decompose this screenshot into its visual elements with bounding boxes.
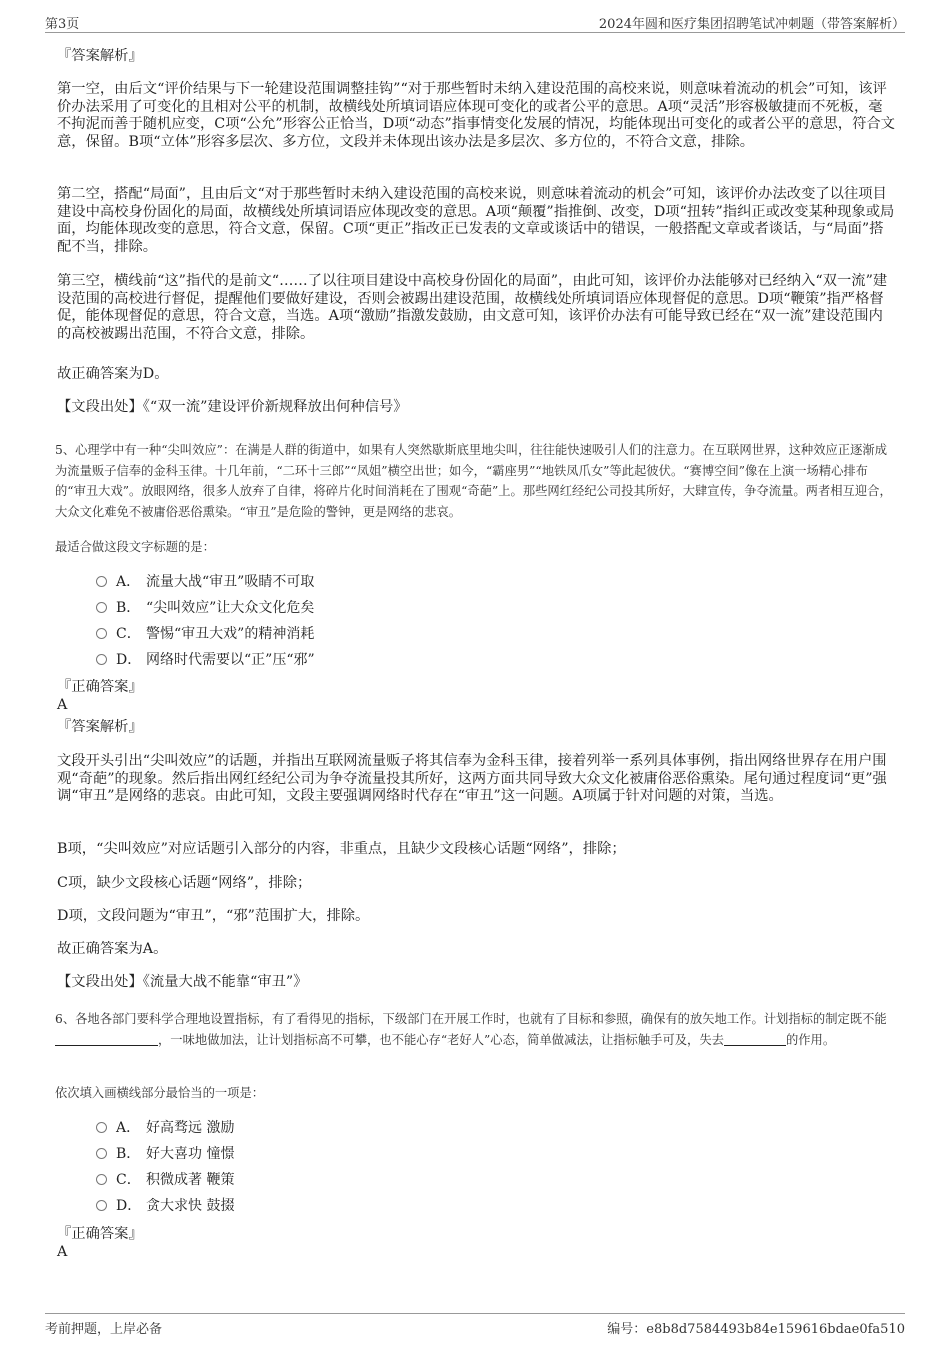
q6-option-b[interactable]: B． 好大喜功 憧憬 bbox=[96, 1145, 234, 1163]
q5-explanation-para3: C项，缺少文段核心话题“网络”，排除； bbox=[57, 875, 312, 891]
q5-option-b[interactable]: B． “尖叫效应”让大众文化危矣 bbox=[96, 599, 314, 617]
q5-explanation-label: 『答案解析』 bbox=[57, 719, 143, 735]
radio-icon[interactable] bbox=[96, 576, 107, 587]
option-text: “尖叫效应”让大众文化危矣 bbox=[146, 600, 315, 616]
radio-icon[interactable] bbox=[96, 1200, 107, 1211]
option-text: 好大喜功 憧憬 bbox=[146, 1146, 235, 1162]
q6-prompt: 依次填入画横线部分最恰当的一项是： bbox=[55, 1086, 265, 1100]
radio-icon[interactable] bbox=[96, 1122, 107, 1133]
fill-blank-2[interactable] bbox=[724, 1033, 786, 1046]
q6-stem: 6、各地各部门要科学合理地设置指标，有了看得见的指标，下级部门在开展工作时，也就有了目标和参照，确保有的放矢地工作。计划指标的制定既不能，一味地做加法，让计划指标高不可攀，也不能心存“老好人”心态，简单做减法，让指标触手可及，失去 的作用。 bbox=[55, 1012, 887, 1047]
page-header bbox=[45, 10, 905, 33]
radio-icon[interactable] bbox=[96, 654, 107, 665]
q4-explanation-para2: 第二空，搭配“局面”，且由后文“对于那些暂时未纳入建设范围的高校来说，则意味着流动的机会”可知，该评价办法改变了以往项目建设中高校身份固化的局面，故横线处所填词语应体现改变的意思。A项“颠覆”指推倒、改变，D项“扭转”指纠正或改变某种现象或局面，均能体现改变的意思，符合文意，保留。C项“更正”指改正已发表的文章或谈话中的错误，一般搭配文章或者谈话，与“局面”搭配不当，排除。 bbox=[57, 186, 895, 255]
option-text: 流量大战“审丑”吸睛不可取 bbox=[146, 574, 315, 590]
option-text: 贪大求快 鼓掇 bbox=[146, 1198, 235, 1214]
radio-icon[interactable] bbox=[96, 628, 107, 639]
q5-option-c[interactable]: C． 警惕“审丑大戏”的精神消耗 bbox=[96, 625, 314, 643]
footer-serial: 编号：e8b8d7584493b84e159616bdae0fa510 bbox=[607, 1322, 905, 1337]
q5-explanation-para2: B项，“尖叫效应”对应话题引入部分的内容，非重点，且缺少文段核心话题“网络”，排除； bbox=[57, 841, 626, 857]
q6-option-d[interactable]: D． 贪大求快 鼓掇 bbox=[96, 1197, 234, 1215]
radio-icon[interactable] bbox=[96, 1174, 107, 1185]
q6-option-c[interactable]: C． 积微成著 鞭策 bbox=[96, 1171, 234, 1189]
option-text: 好高骛远 激励 bbox=[146, 1120, 235, 1136]
q5-conclusion: 故正确答案为A。 bbox=[57, 941, 168, 957]
q5-prompt: 最适合做这段文字标题的是： bbox=[55, 540, 215, 554]
q6-answer: A bbox=[57, 1244, 68, 1260]
q4-conclusion: 故正确答案为D。 bbox=[57, 366, 169, 382]
q5-answer-label: 『正确答案』 bbox=[57, 679, 143, 695]
q4-explanation-label: 『答案解析』 bbox=[57, 48, 143, 64]
q4-explanation-para1: 第一空，由后文“评价结果与下一轮建设范围调整挂钩”“对于那些暂时未纳入建设范围的高校来说，则意味着流动的机会”可知，该评价办法采用了可变化的且相对公平的机制，故横线处所填词语应体现可变化的或者公平的意思。A项“灵活”形容极敏捷而不死板，毫不拘泥而善于随机应变，C项“公允”形容公正恰当，D项“动态”指事情变化发展的情况，均能体现出可变化的或者公平的意思，符合文意，保留。B项“立体”形容多层次、多方位，文段并未体现出该办法是多层次、多方位的，不符合文意，排除。 bbox=[57, 81, 895, 150]
q6-option-a[interactable]: A． 好高骛远 激励 bbox=[96, 1119, 234, 1137]
radio-icon[interactable] bbox=[96, 602, 107, 613]
q5-explanation-para4: D项，文段问题为“审丑”，“邪”范围扩大，排除。 bbox=[57, 908, 370, 924]
option-text: 积微成著 鞭策 bbox=[146, 1172, 235, 1188]
q5-option-d[interactable]: D． 网络时代需要以“正”压“邪” bbox=[96, 651, 315, 669]
q4-source: 【文段出处】《“双一流”建设评价新规释放出何种信号》 bbox=[57, 399, 408, 415]
q5-source: 【文段出处】《流量大战不能靠“审丑”》 bbox=[57, 974, 308, 990]
page-footer bbox=[45, 1313, 905, 1338]
document-title: 2024年圆和医疗集团招聘笔试冲刺题（带答案解析） bbox=[598, 17, 905, 32]
fill-blank-1[interactable] bbox=[55, 1033, 158, 1046]
q5-answer: A bbox=[57, 697, 68, 713]
option-text: 警惕“审丑大戏”的精神消耗 bbox=[146, 626, 315, 642]
page-number: 第3页 bbox=[45, 17, 80, 32]
q4-explanation-para3: 第三空，横线前“这”指代的是前文“……了以往项目建设中高校身份固化的局面”，由此可知，该评价办法能够对已经纳入“双一流”建设范围的高校进行督促，提醒他们要做好建设，否则会被踢出建设范围，故横线处所填词语应体现督促的意思。D项“鞭策”指严格督促，能体现督促的意思，符合文意，当选。A项“激励”指激发鼓励，由文意可知，该评价办法有可能导致已经在“双一流”建设范围内的高校被踢出范围，不符合文意，排除。 bbox=[57, 273, 888, 342]
radio-icon[interactable] bbox=[96, 1148, 107, 1159]
q6-answer-label: 『正确答案』 bbox=[57, 1226, 143, 1242]
q5-stem: 5、心理学中有一种“尖叫效应”：在满是人群的街道中，如果有人突然歇斯底里地尖叫，往往能快速吸引人们的注意力。在互联网世界，这种效应正逐渐成为流量贩子信奉的金科玉律。十几年前，“二环十三郎”“凤姐”横空出世；如今，“霸座男”“地铁凤爪女”等此起彼伏。“赛博空间”像在上演一场精心排布的“审丑大戏”。放眼网络，很多人放弃了自律，将碎片化时间消耗在了围观“奇葩”上。那些网红经纪公司投其所好，大肆宣传，争夺流量。两者相互迎合，大众文化难免不被庸俗恶俗熏染。“审丑”是危险的警钟，更是网络的悲哀。 bbox=[55, 443, 892, 519]
q5-option-a[interactable]: A． 流量大战“审丑”吸睛不可取 bbox=[96, 573, 314, 591]
footer-slogan: 考前押题，上岸必备 bbox=[45, 1322, 163, 1337]
q5-explanation-para1: 文段开头引出“尖叫效应”的话题，并指出互联网流量贩子将其信奉为金科玉律，接着列举一系列具体事例，指出网络世界存在用户围观“奇葩”的现象。然后指出网红经纪公司为争夺流量投其所好，这两方面共同导致大众文化被庸俗恶俗熏染。尾句通过程度词“更”强调“审丑”是网络的悲哀。由此可知，文段主要强调网络时代存在“审丑”这一问题。A项属于针对问题的对策，当选。 bbox=[57, 753, 887, 804]
option-text: 网络时代需要以“正”压“邪” bbox=[146, 652, 315, 668]
